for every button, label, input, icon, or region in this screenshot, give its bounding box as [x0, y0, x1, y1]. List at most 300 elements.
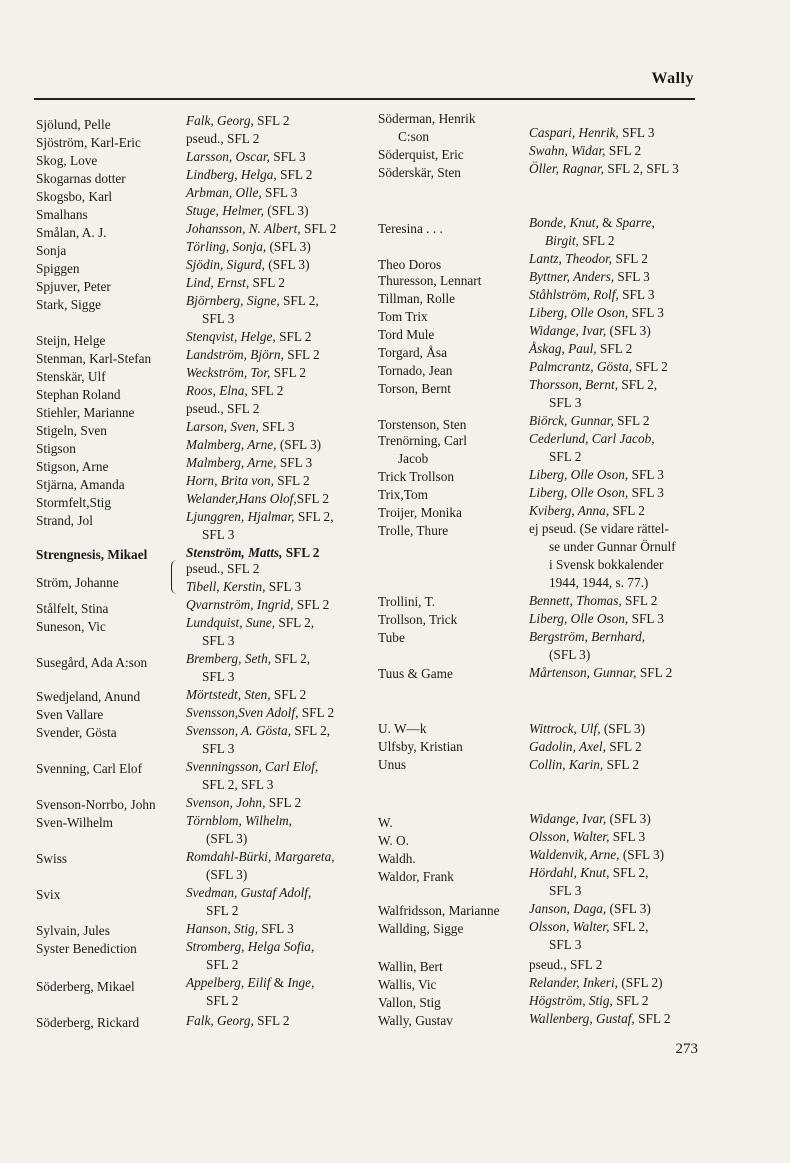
name-entry: Steijn, Helge — [36, 333, 106, 348]
source-note: SFL 2 — [612, 503, 645, 518]
ref-entry — [529, 503, 645, 519]
real-name: Stromberg, Helga Sofia, — [186, 939, 315, 954]
ref-continuation: SFL 3 — [549, 395, 582, 410]
source-note: SFL 2 — [615, 251, 648, 266]
source-note: SFL 2 — [617, 413, 650, 428]
source-note: SFL 2 — [268, 795, 302, 810]
source-note: SFL 3 — [622, 125, 655, 140]
ref-entry — [186, 167, 312, 183]
real-name: Kviberg, Anna, — [529, 503, 610, 518]
name-entry: Skogsbo, Karl — [36, 189, 113, 204]
name-entry: Sylvain, Jules — [36, 923, 110, 938]
real-name: Tibell, Kerstin, — [186, 579, 266, 594]
ref-continuation: SFL 2 — [206, 957, 239, 972]
source-note: SFL 2 — [303, 221, 337, 236]
ref-entry — [529, 865, 648, 881]
ref-entry — [529, 611, 664, 627]
name-entry: Spiggen — [36, 261, 80, 276]
ref-entry — [186, 705, 334, 721]
source-note: (SFL 3) — [603, 721, 646, 736]
ref-entry: pseud., SFL 2 — [186, 401, 260, 416]
name-entry: Wallding, Sigge — [378, 921, 464, 936]
source-note: SFL 2 — [285, 545, 320, 560]
real-name: Swahn, Widar, — [529, 143, 606, 158]
ref-continuation: SFL 3 — [202, 741, 235, 756]
ref-entry — [529, 901, 651, 917]
ref-entry — [186, 473, 310, 489]
name-entry: Sjöström, Karl-Eric — [36, 135, 141, 150]
real-name: Falk, Georg, — [186, 1013, 254, 1028]
ref-entry — [186, 437, 321, 453]
name-entry: Theo Doros — [378, 257, 442, 272]
real-name: Birgit, — [545, 233, 579, 248]
name-continuation: C:son — [398, 129, 430, 144]
brace-bracket — [171, 560, 178, 594]
name-entry: Suneson, Vic — [36, 619, 106, 634]
ref-entry — [186, 185, 297, 201]
name-entry: Waldh. — [378, 851, 416, 866]
name-entry: Tillman, Rolle — [378, 291, 456, 306]
running-header: Wally — [651, 70, 694, 87]
ref-continuation: SFL 3 — [549, 883, 582, 898]
real-name: Lindberg, Helga, — [186, 167, 277, 182]
source-note: (SFL 3) — [279, 437, 322, 452]
source-note: SFL 2 — [279, 329, 312, 344]
ref-entry — [186, 975, 314, 991]
source-note: SFL 3 — [268, 579, 302, 594]
ref-entry — [186, 419, 295, 435]
source-note: SFL 2 — [635, 359, 668, 374]
ref-entry — [529, 377, 657, 393]
source-note: SFL 2 — [277, 473, 310, 488]
real-name: Stenström, Matts, — [186, 545, 283, 560]
real-name: Olsson, Walter, — [529, 829, 610, 844]
name-entry: Stenskär, Ulf — [36, 369, 106, 384]
real-name: Hanson, Stig, — [186, 921, 259, 936]
name-entry: Ulfsby, Kristian — [378, 739, 463, 754]
source-note: (SFL 3) — [609, 901, 651, 916]
source-note: SFL 2, — [612, 865, 649, 880]
name-entry: Stigson — [36, 441, 76, 456]
name-entry: Trolle, Thure — [378, 523, 449, 538]
real-name: Landström, Björn, — [186, 347, 284, 362]
name-entry: Wallin, Bert — [378, 959, 443, 974]
real-name: Stenqvist, Helge, — [186, 329, 276, 344]
source-note: SFL 2 — [273, 687, 307, 702]
source-note: SFL 3 — [631, 611, 664, 626]
real-name: Lundquist, Sune, — [186, 615, 276, 630]
ref-entry — [186, 723, 330, 739]
source-note: (SFL 3) — [269, 239, 311, 254]
ref-entry: pseud., SFL 2 — [186, 131, 260, 146]
ref-entry: ej pseud. (Se vidare rättel- — [529, 521, 669, 536]
real-name: Arbman, Olle, — [186, 185, 262, 200]
source-note: SFL 2, — [621, 377, 658, 392]
ref-entry — [529, 485, 664, 501]
ref-continuation: 1944, 1944, s. 77.) — [549, 575, 649, 590]
real-name: Bennett, Thomas, — [529, 593, 622, 608]
name-entry: Söderquist, Eric — [378, 147, 464, 162]
real-name: Svenson, John, — [186, 795, 266, 810]
source-note: SFL 2 — [606, 757, 639, 772]
name-entry: Stigeln, Sven — [36, 423, 107, 438]
real-name: Larsson, Oscar, — [186, 149, 270, 164]
ref-entry — [186, 491, 329, 507]
ref-entry — [186, 795, 301, 811]
name-entry: Vallon, Stig — [378, 995, 441, 1010]
ref-entry — [186, 113, 290, 129]
real-name: Roos, Elna, — [186, 383, 248, 398]
ref-continuation: SFL 2 — [206, 993, 239, 1008]
source-note: SFL 3 — [622, 287, 655, 302]
ref-continuation: SFL 3 — [202, 527, 235, 542]
ref-entry — [186, 239, 311, 255]
ref-entry — [186, 365, 306, 381]
name-entry: Stark, Sigge — [36, 297, 102, 312]
source-note: SFL 2 — [257, 1013, 290, 1028]
name-entry: Sven-Wilhelm — [36, 815, 114, 830]
name-entry: Wallis, Vic — [378, 977, 437, 992]
ref-entry — [529, 341, 632, 357]
ref-entry — [529, 215, 655, 231]
name-entry: Syster Benediction — [36, 941, 137, 956]
ref-continuation: i Svensk bokkalender — [549, 557, 664, 572]
ref-entry — [529, 1011, 671, 1027]
real-name: Svensson,Sven Adolf, — [186, 705, 299, 720]
ampersand: & — [602, 215, 613, 230]
name-entry: Tord Mule — [378, 327, 435, 342]
real-name: Bonde, Knut, — [529, 215, 599, 230]
name-entry: Sjölund, Pelle — [36, 117, 111, 132]
name-entry: Skogarnas dotter — [36, 171, 126, 186]
ref-entry — [529, 431, 655, 447]
name-entry: Trick Trollson — [378, 469, 455, 484]
source-note: SFL 2 — [582, 233, 615, 248]
name-entry: Spjuver, Peter — [36, 279, 111, 294]
real-name: Malmberg, Arne, — [186, 455, 277, 470]
name-entry: Smålan, A. J. — [36, 225, 107, 240]
name-entry: Sven Vallare — [36, 707, 104, 722]
source-note: (SFL 3) — [609, 811, 651, 826]
ref-entry — [529, 757, 639, 773]
real-name: Relander, Inkeri, — [529, 975, 618, 990]
real-name: Byttner, Anders, — [529, 269, 615, 284]
name-entry: Tuus & Game — [378, 666, 453, 681]
source-note: SFL 2 — [251, 383, 284, 398]
name-entry: Trix,Tom — [378, 487, 428, 502]
name-entry: Svenning, Carl Elof — [36, 761, 142, 776]
real-name: Hördahl, Knut, — [529, 865, 610, 880]
real-name: Svedman, Gustaf Adolf, — [186, 885, 312, 900]
source-note: SFL 3 — [631, 467, 664, 482]
name-entry: Stenman, Karl-Stefan — [36, 351, 152, 366]
ref-entry — [529, 919, 648, 935]
ref-continuation: (SFL 3) — [206, 867, 248, 882]
source-note: SFL 2, — [274, 651, 311, 666]
source-note: SFL 3 — [265, 185, 298, 200]
ref-continuation: SFL 2, SFL 3 — [202, 777, 274, 792]
source-note: SFL 3 — [279, 455, 313, 470]
source-note: (SFL 3) — [268, 257, 310, 272]
name-entry: Tom Trix — [378, 309, 428, 324]
ref-entry — [529, 993, 649, 1009]
source-note: SFL 2 — [608, 143, 642, 158]
ref-entry — [529, 287, 655, 303]
source-note: (SFL 3) — [609, 323, 651, 338]
ref-entry — [529, 467, 664, 483]
name-entry: Stormfelt,Stig — [36, 495, 111, 510]
real-name: Bremberg, Seth, — [186, 651, 272, 666]
ref-continuation — [545, 233, 615, 249]
source-note: SFL 2 — [625, 593, 658, 608]
source-note: SFL 2, SFL 3 — [607, 161, 679, 176]
real-name: Olsson, Walter, — [529, 919, 610, 934]
ref-entry — [186, 759, 318, 775]
real-name: Larson, Sven, — [186, 419, 259, 434]
source-note: SFL 2 — [257, 113, 290, 128]
real-name: Mörtstedt, Sten, — [186, 687, 271, 702]
ref-entry — [529, 665, 672, 681]
ref-entry — [186, 597, 329, 613]
source-note: SFL 2, — [297, 509, 334, 524]
ref-entry — [529, 359, 668, 375]
real-name: Ståhlström, Rolf, — [529, 287, 619, 302]
name-entry: Strengnesis, Mikael — [36, 547, 148, 562]
ref-entry — [186, 383, 283, 399]
real-name: Palmcrantz, Gösta, — [529, 359, 633, 374]
name-entry: Trollson, Trick — [378, 612, 458, 627]
name-entry: Walfridsson, Marianne — [378, 903, 500, 918]
name-entry: Strand, Jol — [36, 513, 93, 528]
ref-entry: pseud., SFL 2 — [186, 561, 260, 576]
ref-entry — [186, 149, 306, 165]
source-note: SFL 3 — [273, 149, 306, 164]
real-name: Wallenberg, Gustaf, — [529, 1011, 635, 1026]
name-entry: Trollini, T. — [378, 594, 436, 609]
ref-entry — [186, 615, 314, 631]
real-name: Widange, Ivar, — [529, 323, 607, 338]
name-entry: Söderberg, Mikael — [36, 979, 135, 994]
ref-entry — [186, 455, 312, 471]
ref-entry — [186, 921, 294, 937]
name-entry: Stigson, Arne — [36, 459, 109, 474]
name-entry: Susegård, Ada A:son — [36, 655, 148, 670]
real-name: Janson, Daga, — [529, 901, 607, 916]
source-note: (SFL 3) — [622, 847, 665, 862]
ref-continuation: SFL 3 — [549, 937, 582, 952]
real-name: Liberg, Olle Oson, — [529, 485, 629, 500]
ref-continuation: SFL 3 — [202, 633, 235, 648]
source-note: (SFL 3) — [267, 203, 309, 218]
real-name: Ljunggren, Hjalmar, — [186, 509, 295, 524]
ref-entry — [529, 143, 641, 159]
header-rule — [34, 98, 695, 100]
name-entry: Söderskär, Sten — [378, 165, 461, 180]
name-entry: Wally, Gustav — [378, 1013, 453, 1028]
ref-entry — [529, 629, 645, 645]
ref-entry — [529, 829, 645, 845]
ref-entry — [529, 305, 664, 321]
real-name: Åskag, Paul, — [529, 341, 597, 356]
name-entry: Svenson-Norrbo, John — [36, 797, 156, 812]
source-note: SFL 3 — [631, 305, 664, 320]
ref-continuation: se under Gunnar Örnulf — [549, 539, 676, 554]
source-note: SFL 2 — [296, 491, 330, 506]
ref-entry — [186, 1013, 290, 1029]
ref-entry — [186, 509, 334, 525]
name-entry: Swiss — [36, 851, 68, 866]
source-note: SFL 2, — [283, 293, 319, 308]
real-name: Romdahl-Bürki, Margareta, — [186, 849, 335, 864]
source-note: SFL 3 — [631, 485, 664, 500]
source-note: SFL 3 — [262, 419, 295, 434]
ref-entry — [529, 811, 651, 827]
real-name: Högström, Stig, — [529, 993, 613, 1008]
name-continuation: Jacob — [398, 451, 429, 466]
real-name: Weckström, Tor, — [186, 365, 271, 380]
ref-entry — [186, 545, 319, 561]
ref-entry — [529, 161, 679, 177]
ref-entry — [186, 275, 285, 291]
real-name: Mårtenson, Gunnar, — [529, 665, 637, 680]
ref-entry — [186, 687, 306, 703]
real-name: Waldenvik, Arne, — [529, 847, 620, 862]
ref-entry — [529, 125, 655, 141]
name-entry: Thuresson, Lennart — [378, 273, 482, 288]
real-name: Törling, Sonja, — [186, 239, 267, 254]
source-note: SFL 3 — [261, 921, 294, 936]
ref-entry — [186, 347, 320, 363]
source-note: SFL 2, — [294, 723, 331, 738]
source-note: SFL 2 — [616, 993, 649, 1008]
ref-entry — [529, 847, 664, 863]
real-name: Cederlund, Carl Jacob, — [529, 431, 655, 446]
ref-entry — [529, 739, 642, 755]
name-entry: Waldor, Frank — [378, 869, 454, 884]
real-name: Collin, Karin, — [529, 757, 604, 772]
real-name: Malmberg, Arne, — [186, 437, 277, 452]
page-number: 273 — [675, 1041, 698, 1057]
real-name: Appelberg, Eilif — [186, 975, 271, 990]
ref-continuation: SFL 2 — [206, 903, 239, 918]
real-name: Liberg, Olle Oson, — [529, 305, 629, 320]
name-entry: Trenörning, Carl — [378, 433, 467, 448]
ref-entry — [186, 579, 301, 595]
ref-entry — [529, 323, 651, 339]
ref-continuation: SFL 3 — [202, 311, 235, 326]
name-entry: Smalhans — [36, 207, 88, 222]
ampersand: & — [273, 975, 285, 990]
ref-entry: pseud., SFL 2 — [529, 957, 603, 972]
name-entry: Stålfelt, Stina — [36, 601, 109, 616]
real-name: Liberg, Olle Oson, — [529, 611, 629, 626]
name-entry: W. — [378, 815, 393, 830]
source-note: SFL 2 — [296, 597, 330, 612]
name-entry: Tornado, Jean — [378, 363, 453, 378]
ref-entry — [529, 721, 645, 737]
name-entry: Swedjeland, Anund — [36, 689, 141, 704]
ref-entry — [529, 975, 663, 991]
name-entry: Ström, Johanne — [36, 575, 119, 590]
name-entry: Torson, Bernt — [378, 381, 451, 396]
name-entry: Teresina . . . — [378, 221, 443, 236]
source-note: SFL 2, — [612, 919, 649, 934]
ref-entry — [186, 257, 310, 273]
source-note: (SFL 2) — [621, 975, 663, 990]
real-name: Lantz, Theodor, — [529, 251, 613, 266]
ref-entry — [186, 329, 311, 345]
name-entry: Svix — [36, 887, 61, 902]
real-name: Sparre, — [615, 215, 655, 230]
source-note: SFL 2 — [280, 167, 313, 182]
real-name: Björnberg, Signe, — [186, 293, 280, 308]
real-name: Bergström, Bernhard, — [529, 629, 646, 644]
name-entry: Stiehler, Marianne — [36, 405, 135, 420]
ref-entry — [186, 293, 319, 309]
source-note: SFL 2 — [273, 365, 307, 380]
ref-entry — [186, 939, 314, 955]
real-name: Welander,Hans Olof, — [186, 491, 297, 506]
real-name: Biörck, Gunnar, — [529, 413, 614, 428]
source-note: SFL 2 — [252, 275, 285, 290]
ref-entry — [186, 849, 335, 865]
real-name: Sjödin, Sigurd, — [186, 257, 265, 272]
real-name: Qvarnström, Ingrid, — [186, 597, 294, 612]
name-entry: Torgard, Åsa — [378, 345, 447, 360]
ref-entry — [186, 885, 311, 901]
source-note: SFL 2 — [287, 347, 320, 362]
ref-continuation: (SFL 3) — [549, 647, 591, 662]
ref-entry — [529, 593, 657, 609]
name-entry: W. O. — [378, 833, 409, 848]
source-note: SFL 2, — [278, 615, 315, 630]
name-entry: Söderberg, Rickard — [36, 1015, 140, 1030]
real-name: Widange, Ivar, — [529, 811, 607, 826]
source-note: SFL 2 — [638, 1011, 671, 1026]
source-note: SFL 2 — [639, 665, 673, 680]
real-name: Öller, Ragnar, — [529, 161, 604, 176]
real-name: Falk, Georg, — [186, 113, 254, 128]
name-entry: Sonja — [36, 243, 67, 258]
name-entry: Tube — [378, 630, 405, 645]
source-note: SFL 2 — [609, 739, 642, 754]
real-name: Inge, — [287, 975, 315, 990]
real-name: Svensson, A. Gösta, — [186, 723, 292, 738]
real-name: Gadolin, Axel, — [529, 739, 606, 754]
ref-entry — [529, 413, 650, 429]
ref-entry — [529, 269, 650, 285]
ref-entry — [529, 251, 648, 267]
real-name: Caspari, Henrik, — [529, 125, 619, 140]
name-entry: Torstenson, Sten — [378, 417, 467, 432]
real-name: Liberg, Olle Oson, — [529, 467, 629, 482]
name-entry: Svender, Gösta — [36, 725, 117, 740]
real-name: Horn, Brita von, — [186, 473, 274, 488]
name-entry: Stephan Roland — [36, 387, 121, 402]
ref-continuation: SFL 2 — [549, 449, 582, 464]
source-note: SFL 2 — [599, 341, 633, 356]
source-note: SFL 2 — [301, 705, 335, 720]
source-note: SFL 3 — [617, 269, 650, 284]
ref-entry — [186, 813, 292, 829]
ref-entry — [186, 651, 310, 667]
name-entry: U. W—k — [378, 721, 427, 736]
real-name: Törnblom, Wilhelm, — [186, 813, 293, 828]
real-name: Stuge, Helmer, — [186, 203, 264, 218]
name-entry: Unus — [378, 757, 407, 772]
real-name: Johansson, N. Albert, — [186, 221, 301, 236]
name-entry: Troijer, Monika — [378, 505, 462, 520]
